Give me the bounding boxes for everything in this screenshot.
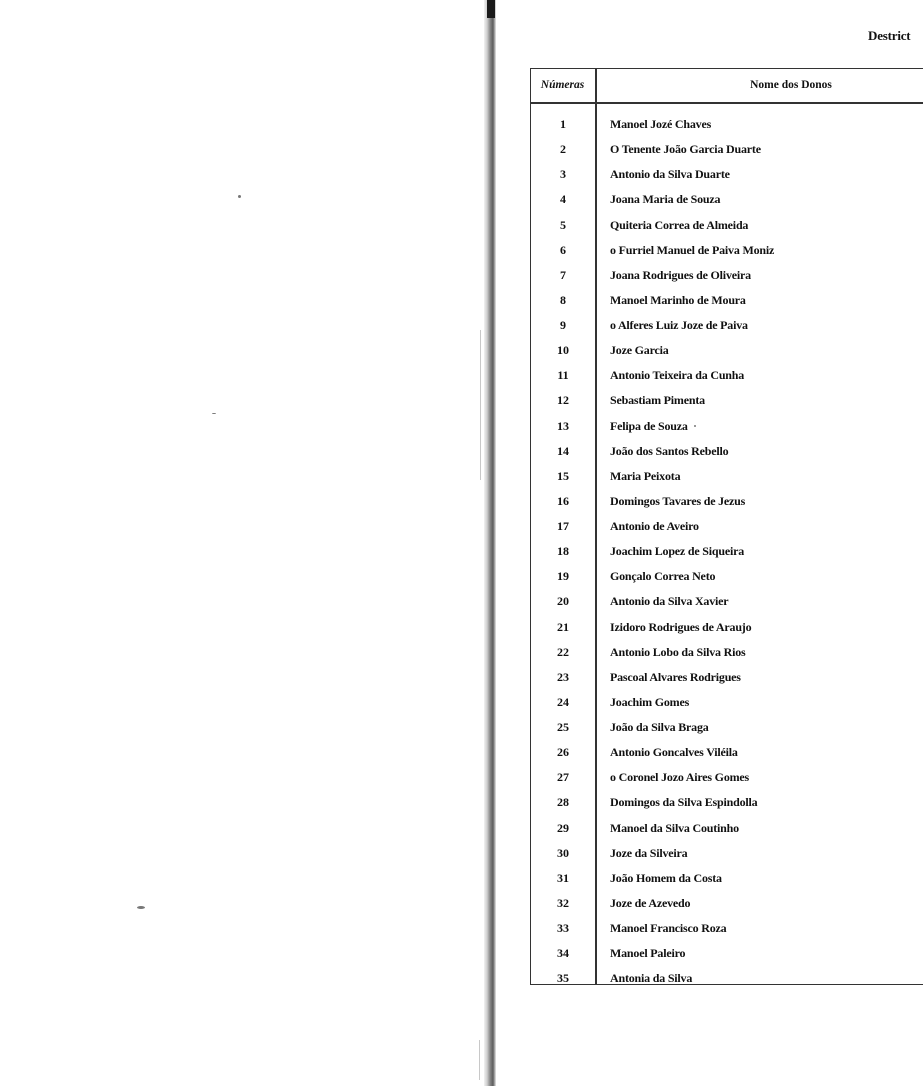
table-row: [530, 313, 923, 338]
row-number: 6: [560, 242, 566, 257]
row-number: 34: [557, 946, 569, 961]
table-row: [530, 841, 923, 866]
row-number: 22: [557, 644, 569, 659]
row-number: 25: [557, 720, 569, 735]
row-number: 7: [560, 267, 566, 282]
table-row: [530, 790, 923, 815]
table-row: [530, 539, 923, 564]
table-row: [530, 916, 923, 941]
table-row: [530, 162, 923, 187]
table-row: [530, 388, 923, 413]
table-row: [530, 690, 923, 715]
owner-name: Pascoal Alvares Rodrigues: [610, 669, 741, 684]
row-number: 2: [560, 142, 566, 157]
owner-name: Maria Peixota: [610, 468, 681, 483]
table-row: [530, 288, 923, 313]
owner-name: Manoel Francisco Roza: [610, 921, 727, 936]
owner-name: Manoel da Silva Coutinho: [610, 820, 739, 835]
row-number: 18: [557, 544, 569, 559]
table-row: [530, 640, 923, 665]
owner-name: Felipa de Souza: [610, 418, 688, 433]
row-number: 11: [557, 368, 569, 383]
owner-name: João dos Santos Rebello: [610, 443, 729, 458]
table-row: [530, 489, 923, 514]
row-number: 15: [557, 468, 569, 483]
owner-name: Sebastiam Pimenta: [610, 393, 705, 408]
table-row: [530, 966, 923, 991]
owner-name: João da Silva Braga: [610, 720, 709, 735]
row-number: 1: [560, 117, 566, 132]
row-number: 17: [557, 519, 569, 534]
owner-name: João Homem da Costa: [610, 870, 722, 885]
owner-name: o Alferes Luiz Joze de Paiva: [610, 318, 748, 333]
district-header: Destrict: [868, 28, 911, 43]
page-scan-mark: [479, 1040, 480, 1080]
table-row: [530, 941, 923, 966]
owner-name: o Furriel Manuel de Paiva Moniz: [610, 242, 775, 257]
spine-shadow: [487, 0, 495, 18]
table-row: [530, 589, 923, 614]
owner-name: Antonio Goncalves Viléila: [610, 745, 738, 760]
owner-name: Manoel Paleiro: [610, 946, 686, 961]
row-number: 27: [557, 770, 569, 785]
table-row: [530, 665, 923, 690]
row-number: 28: [557, 795, 569, 810]
table-row: [530, 112, 923, 137]
row-number: 9: [560, 318, 566, 333]
table-row: [530, 338, 923, 363]
page-speck: [212, 413, 216, 414]
owner-name: O Tenente João Garcia Duarte: [610, 142, 761, 157]
table-row: [530, 564, 923, 589]
row-number: 13: [557, 418, 569, 433]
table-row: [530, 213, 923, 238]
row-number: 35: [557, 971, 569, 986]
table-body: [530, 112, 923, 991]
table-row: [530, 238, 923, 263]
page-scan-mark: [480, 330, 481, 480]
owner-name: Antonio Teixeira da Cunha: [610, 368, 745, 383]
owner-name: Izidoro Rodrigues de Araujo: [610, 619, 752, 634]
table-row: [530, 615, 923, 640]
row-number: 3: [560, 167, 566, 182]
owner-name: Joana Maria de Souza: [610, 192, 721, 207]
owner-name: Joze de Azevedo: [610, 895, 691, 910]
page-speck: [238, 195, 241, 198]
owner-name: Domingos da Silva Espindolla: [610, 795, 758, 810]
row-number: 24: [557, 694, 569, 709]
header-rule: [530, 102, 923, 104]
owner-name: Antonio Lobo da Silva Rios: [610, 644, 746, 659]
row-number: 20: [557, 594, 569, 609]
owner-name: Joze Garcia: [610, 343, 669, 358]
owner-name: Manoel Jozé Chaves: [610, 117, 712, 132]
table-row: [530, 263, 923, 288]
owner-name: o Coronel Jozo Aires Gomes: [610, 770, 750, 785]
row-number: 10: [557, 343, 569, 358]
owner-name: Joze da Silveira: [610, 845, 688, 860]
table-row: [530, 363, 923, 388]
table-row: [530, 464, 923, 489]
row-number: 16: [557, 493, 569, 508]
owner-name: Gonçalo Correa Neto: [610, 569, 716, 584]
row-number: 5: [560, 217, 566, 232]
owner-name: Joachim Gomes: [610, 694, 690, 709]
table-row: [530, 187, 923, 212]
owner-name: Joachim Lopez de Siqueira: [610, 544, 745, 559]
table-row: [530, 514, 923, 539]
row-number: 19: [557, 569, 569, 584]
row-number: 30: [557, 845, 569, 860]
owner-name: Manoel Marinho de Moura: [610, 292, 746, 307]
row-number: 32: [557, 895, 569, 910]
row-number: 31: [557, 870, 569, 885]
page-speck: [137, 906, 145, 909]
row-number: 23: [557, 669, 569, 684]
table-row: [530, 866, 923, 891]
row-number: 14: [557, 443, 569, 458]
book-spine: [484, 0, 496, 1086]
owner-name: Domingos Tavares de Jezus: [610, 493, 746, 508]
table-row: [530, 439, 923, 464]
row-number: 4: [560, 192, 566, 207]
owner-name: Antonio de Aveiro: [610, 519, 699, 534]
table-row: [530, 765, 923, 790]
table-row: [530, 891, 923, 916]
table-row: [530, 816, 923, 841]
owner-name: Antonio da Silva Xavier: [610, 594, 729, 609]
owner-name: Antonia da Silva: [610, 971, 693, 986]
owner-name: Antonio da Silva Duarte: [610, 167, 730, 182]
row-number: 33: [557, 921, 569, 936]
table-row: [530, 414, 923, 439]
row-number: 26: [557, 745, 569, 760]
table-row: [530, 740, 923, 765]
row-number: 29: [557, 820, 569, 835]
table-row: [530, 137, 923, 162]
owner-name: Quiteria Correa de Almeida: [610, 217, 749, 232]
row-number: 12: [557, 393, 569, 408]
row-number: 21: [557, 619, 569, 634]
row-number: 8: [560, 292, 566, 307]
column-header-number: Númeras: [540, 79, 585, 91]
table-row: [530, 715, 923, 740]
column-header-name: Nome dos Donos: [750, 79, 832, 91]
owner-name: Joana Rodrigues de Oliveira: [610, 267, 751, 282]
